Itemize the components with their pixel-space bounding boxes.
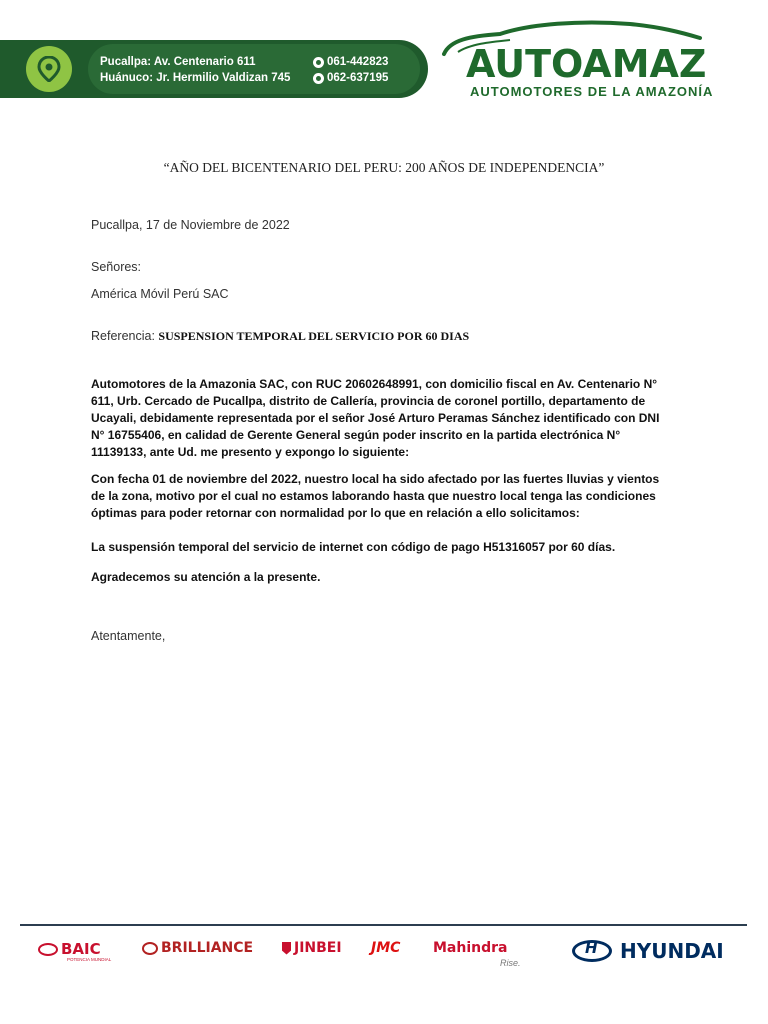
brand-mahindra: Mahindra xyxy=(433,940,508,956)
address-pucallpa: Pucallpa: Av. Centenario 611 xyxy=(100,56,256,68)
baic-tagline: POTENCIA MUNDIAL xyxy=(67,957,112,962)
whatsapp-icon xyxy=(313,57,324,68)
brand-brilliance xyxy=(142,940,253,956)
reference-label: Referencia: xyxy=(91,329,159,343)
brand-baic-label: BAIC xyxy=(61,940,101,958)
brilliance-emblem-icon xyxy=(142,942,158,955)
closing: Atentamente, xyxy=(91,629,166,643)
salutation: Señores: xyxy=(91,260,142,274)
hyundai-emblem-icon xyxy=(572,940,612,962)
paragraph-thanks: Agradecemos su atención a la presente. xyxy=(91,570,321,584)
brand-jinbei xyxy=(282,940,342,956)
phone-pucallpa-number: 061-442823 xyxy=(327,56,389,68)
phone-huanuco-number: 062-637195 xyxy=(327,72,389,84)
brand-jinbei-label: JINBEI xyxy=(294,940,342,956)
baic-emblem-icon xyxy=(38,943,58,956)
recipient: América Móvil Perú SAC xyxy=(91,287,229,301)
year-motto: “AÑO DEL BICENTENARIO DEL PERU: 200 AÑOS DE INDEPENDENCIA” xyxy=(163,160,605,175)
phone-pucallpa xyxy=(313,54,388,71)
brand-brilliance-label: BRILLIANCE xyxy=(161,940,254,956)
address-huanuco: Huánuco: Jr. Hermilio Valdizan 745 xyxy=(100,72,291,84)
phone-huanuco xyxy=(313,70,388,87)
mahindra-tagline: Rise. xyxy=(500,958,521,968)
reference-subject: SUSPENSION TEMPORAL DEL SERVICIO POR 60 DIAS xyxy=(158,329,470,343)
footer-divider xyxy=(20,924,747,926)
place-date: Pucallpa, 17 de Noviembre de 2022 xyxy=(91,218,290,232)
location-pin-icon xyxy=(26,46,72,92)
jinbei-emblem-icon xyxy=(282,942,291,955)
paragraph-request: La suspensión temporal del servicio de internet con código de pago H51316057 por 60 días. xyxy=(91,540,616,554)
brand-hyundai-label: HYUNDAI xyxy=(620,939,724,963)
paragraph-situation: Con fecha 01 de noviembre del 2022, nuestro local ha sido afectado por las fuertes lluvias y vientos de la zona, motivo por el cual no estamos laborando hasta que nuestro local tenga las condiciones óptimas para poder retornar con normalidad por lo que en relación a ello solicitamos: xyxy=(91,472,660,520)
reference xyxy=(91,329,469,344)
brand-jmc: JMC xyxy=(371,940,401,956)
paragraph-intro: Automotores de la Amazonia SAC, con RUC 20602648991, con domicilio fiscal en Av. Centenario N° 611, Urb. Cercado de Pucallpa, distrito de Callería, provincia de coronel portillo, departamento de Ucayali, debidamente representada por el señor José Arturo Peramas Sánchez identificado con DNI N° 16755406, en calidad de Gerente General según poder inscrito en la partida electrónica N° 11139133, ante Ud. me presento y expongo lo siguiente: xyxy=(91,377,660,459)
brand-hyundai xyxy=(572,939,724,963)
whatsapp-icon xyxy=(313,73,324,84)
company-logo: AUTOAMAZ xyxy=(466,42,707,86)
company-tagline: AUTOMOTORES DE LA AMAZONÍA xyxy=(470,84,714,99)
brand-baic xyxy=(38,940,101,958)
